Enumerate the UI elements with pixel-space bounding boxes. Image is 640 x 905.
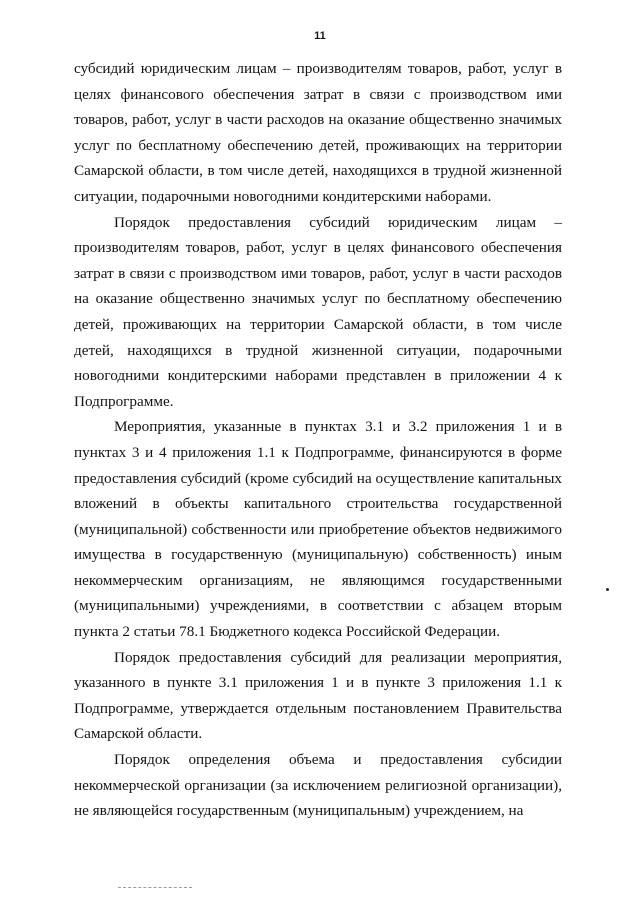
footer-divider	[118, 887, 192, 888]
document-body	[74, 56, 562, 824]
paragraph-activities-financing: Мероприятия, указанные в пунктах 3.1 и 3.2 приложения 1 и в пунктах 3 и 4 приложения 1.1 к Подпрограмме, финансируются в форме предоставления субсидий (кроме субсидий на осуществление капитальных вложений в объекты капитального строительства государственной (муниципальной) собственности или приобретение объектов недвижимого имущества в государственную (муниципальную) собственность) иным некоммерческим организациям, не являющимся государственными (муниципальными) учреждениями, в соответствии с абзацем вторым пункта 2 статьи 78.1 Бюджетного кодекса Российской Федерации.	[74, 418, 562, 641]
paragraph-subsidy-approval: Порядок предоставления субсидий для реализации мероприятия, указанного в пункте 3.1 приложения 1 и в пункте 3 приложения 1.1 к Подпрограмме, утверждается отдельным постановлением Правительства Самарской области.	[74, 648, 562, 743]
paragraph-continuation: субсидий юридическим лицам – производителям товаров, работ, услуг в целях финансового обеспечения затрат в связи с производством ими товаров, работ, услуг в части расходов на оказание общественно значимых услуг по бесплатному обеспечению детей, проживающих на территории Самарской области, в том числе детей, находящихся в трудной жизненной ситуации, подарочными новогодними кондитерскими наборами.	[74, 60, 562, 205]
paragraph-subsidy-procedure: Порядок предоставления субсидий юридическим лицам – производителям товаров, работ, услуг в целях финансового обеспечения затрат в связи с производством ими товаров, работ, услуг в части расходов на оказание общественно значимых услуг по бесплатному обеспечению детей, проживающих на территории Самарской области, в том числе детей, находящихся в трудной жизненной ситуации, подарочными новогодними кондитерскими наборами представлен в приложении 4 к Подпрограмме.	[74, 213, 562, 410]
paragraph-subsidy-amount: Порядок определения объема и предоставления субсидии некоммерческой организации (за исключением религиозной организации), не являющейся государственным (муниципальным) учреждением, на	[74, 751, 562, 820]
page-number: 11	[314, 30, 326, 42]
scan-artifact	[606, 588, 609, 591]
